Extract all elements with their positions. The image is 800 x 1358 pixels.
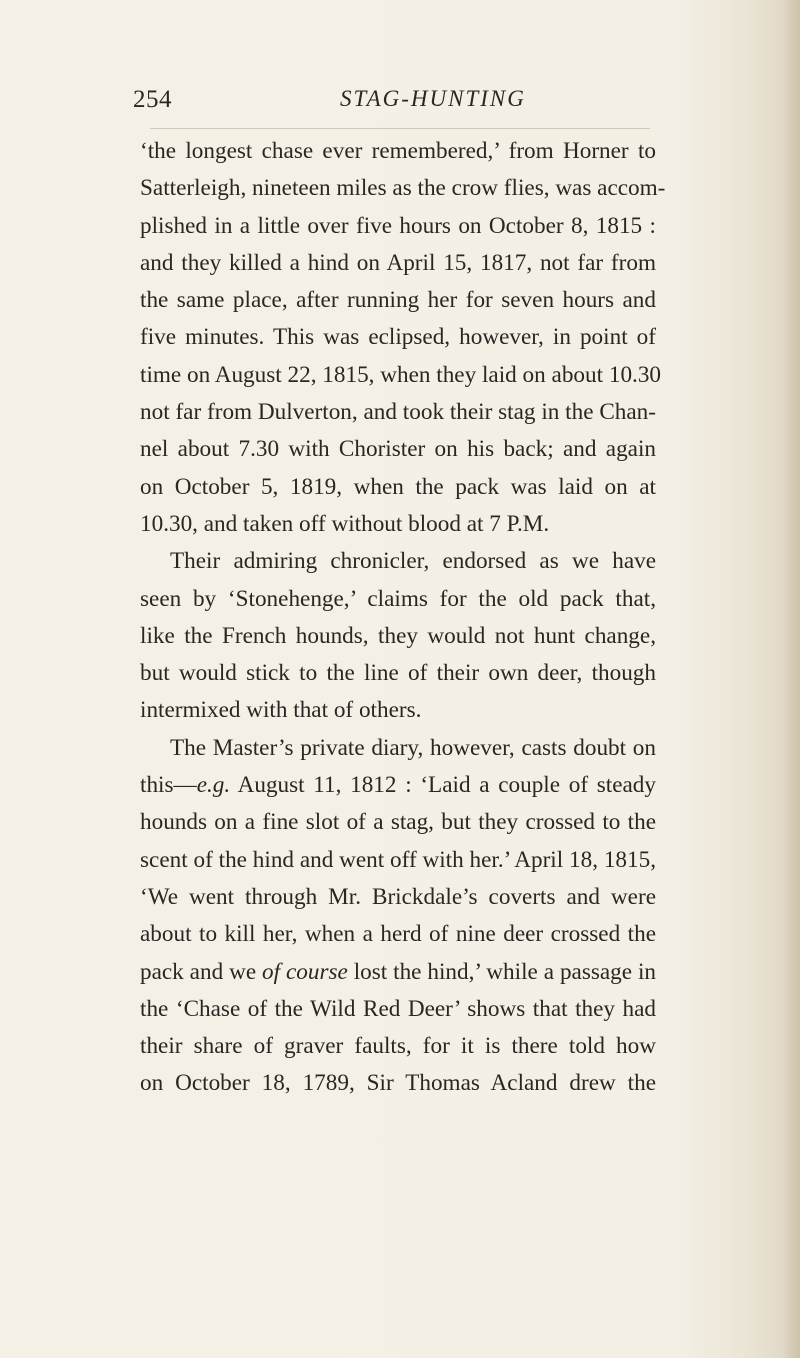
text-line: their share of graver faults, for it is there told how [140,1033,656,1060]
text-line [140,767,656,804]
italic-run: of course [262,958,348,985]
text-line: like the French hounds, they would not hunt change, [140,622,656,649]
text-run: pack and we [140,958,263,985]
text-line: about to kill her, when a herd of nine deer crossed the [140,921,656,948]
italic-run: e.g. [196,772,231,799]
text-line: hounds on a fine slot of a stag, but they crossed to the [140,809,656,836]
text-line: the same place, after running her for seven hours and [140,287,656,314]
page-edge-shadow [782,0,800,1358]
text-line: but would stick to the line of their own deer, though [140,660,656,687]
text-line: ‘the longest chase ever remembered,’ from Horner to [140,138,656,164]
text-run: lost the hind,’ while a passage in [347,958,656,985]
text-line: 10.30, and taken off without blood at 7 P.M. [140,510,550,537]
text-line: seen by ‘Stonehenge,’ claims for the old pack that, [140,585,656,612]
text-line: The Master’s private diary, however, casts doubt on [170,734,656,761]
text-line: and they killed a hind on April 15, 1817, not far from [140,249,656,276]
text-run: August 11, 1812 : ‘Laid a couple of steady [230,772,656,799]
text-line: plished in a little over five hours on October 8, 1815 : [140,212,656,239]
body-text [140,133,666,1103]
text-run: this— [140,772,197,799]
page-number: 254 [133,86,172,113]
page-header [0,86,800,126]
text-line: Their admiring chronicler, endorsed as we have [170,548,656,575]
text-line: intermixed with that of others. [140,697,422,724]
text-line: time on August 22, 1815, when they laid on about 10.30 [140,361,662,388]
running-head: STAG-HUNTING [340,86,526,111]
text-line: the ‘Chase of the Wild Red Deer’ shows that they had [140,995,656,1022]
text-line: Satterleigh, nineteen miles as the crow flies, was accom- [140,175,666,202]
text-line: five minutes. This was eclipsed, however, in point of [140,324,656,351]
text-line: on October 5, 1819, when the pack was laid on at [140,473,656,500]
text-line [140,954,656,991]
text-line: nel about 7.30 with Chorister on his back; and again [140,436,656,463]
text-line: scent of the hind and went off with her.’ April 18, 1815, [140,846,656,873]
text-line: not far from Dulverton, and took their stag in the Chan- [140,399,656,426]
text-line: ‘We went through Mr. Brickdale’s coverts and were [140,883,656,910]
header-rule [150,128,650,129]
text-line: on October 18, 1789, Sir Thomas Acland drew the [140,1070,656,1097]
